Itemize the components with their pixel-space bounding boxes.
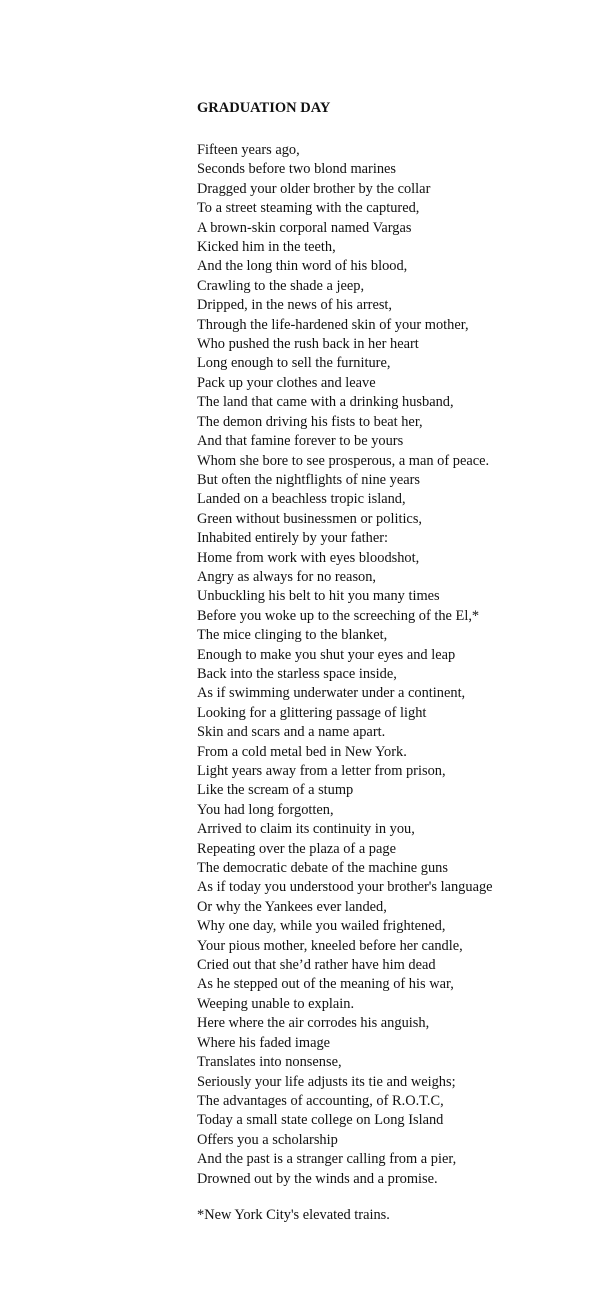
poem-line: Dripped, in the news of his arrest, [197, 297, 393, 314]
poem-line: Here where the air corrodes his anguish, [197, 1015, 430, 1032]
poem-line: And that famine forever to be yours [197, 433, 404, 450]
poem-line: Back into the starless space inside, [197, 665, 397, 682]
poem-line: Light years away from a letter from prison, [197, 763, 446, 779]
poem-line: Like the scream of a stump [197, 782, 354, 799]
poem-line: Translates into nonsense, [197, 1054, 342, 1071]
poem-line: Seriously your life adjusts its tie and weighs; [197, 1073, 456, 1090]
poem-line: Landed on a beachless tropic island, [197, 491, 406, 508]
poem-line: Fifteen years ago, [197, 142, 300, 158]
poem-line: As if swimming underwater under a continent, [197, 685, 466, 702]
poem-line: The land that came with a drinking husband, [197, 394, 454, 411]
poem-line: Inhabited entirely by your father: [197, 530, 389, 547]
poem-line: Dragged your older brother by the collar [197, 180, 431, 197]
poem-line: Offers you a scholarship [197, 1131, 338, 1148]
poem-line: Kicked him in the teeth, [197, 239, 336, 256]
poem-line: Arrived to claim its continuity in you, [197, 821, 415, 838]
poem-line: Pack up your clothes and leave [197, 374, 376, 391]
poem-line: Enough to make you shut your eyes and leap [197, 646, 456, 663]
poem-line: And the long thin word of his blood, [197, 258, 408, 275]
poem-line: And the past is a stranger calling from a pier, [197, 1151, 457, 1168]
poem-line: Seconds before two blond marines [197, 161, 397, 178]
poem-line: Crawling to the shade a jeep, [197, 277, 365, 294]
poem-line: You had long forgotten, [197, 801, 334, 818]
poem-line: Before you woke up to the screeching of the El,* [197, 607, 480, 624]
poem-line: Today a small state college on Long Island [197, 1112, 444, 1129]
poem-line: From a cold metal bed in New York. [197, 743, 407, 760]
poem [197, 99, 607, 1225]
poem-line: Home from work with eyes bloodshot, [197, 549, 420, 566]
poem-line: Or why the Yankees ever landed, [197, 898, 387, 915]
poem-line: As he stepped out of the meaning of his war, [197, 976, 454, 993]
poem-line: A brown-skin corporal named Vargas [197, 219, 412, 236]
poem-line: Whom she bore to see prosperous, a man of peace. [197, 452, 490, 469]
poem-line: The demon driving his fists to beat her, [197, 413, 423, 430]
poem-line: Cried out that she’d rather have him dead [197, 957, 436, 974]
poem-line: Angry as always for no reason, [197, 568, 377, 585]
poem-line: To a street steaming with the captured, [197, 200, 420, 217]
poem-line: Who pushed the rush back in her heart [197, 336, 419, 353]
poem-line: The mice clinging to the blanket, [197, 627, 388, 644]
poem-line: As if today you understood your brother's language [197, 879, 493, 896]
poem-line: The advantages of accounting, of R.O.T.C, [197, 1092, 444, 1109]
poem-line: Why one day, while you wailed frightened, [197, 918, 446, 935]
footnote: *New York City's elevated trains. [197, 1206, 390, 1223]
poem-line: But often the nightflights of nine years [197, 471, 421, 488]
poem-line: Skin and scars and a name apart. [197, 724, 386, 741]
poem-body [197, 141, 607, 1189]
poem-line: Looking for a glittering passage of light [197, 704, 427, 721]
poem-line: Your pious mother, kneeled before her candle, [197, 937, 463, 954]
poem-line: Weeping unable to explain. [197, 995, 355, 1012]
poem-line: Where his faded image [197, 1034, 331, 1051]
poem-line: Repeating over the plaza of a page [197, 840, 396, 857]
poem-title: GRADUATION DAY [197, 100, 331, 116]
poem-line: Unbuckling his belt to hit you many times [197, 588, 440, 605]
poem-line: Drowned out by the winds and a promise. [197, 1170, 438, 1187]
poem-line: Long enough to sell the furniture, [197, 355, 391, 372]
poem-line: Green without businessmen or politics, [197, 510, 423, 527]
poem-line: The democratic debate of the machine guns [197, 860, 448, 877]
poem-line: Through the life-hardened skin of your mother, [197, 316, 469, 333]
